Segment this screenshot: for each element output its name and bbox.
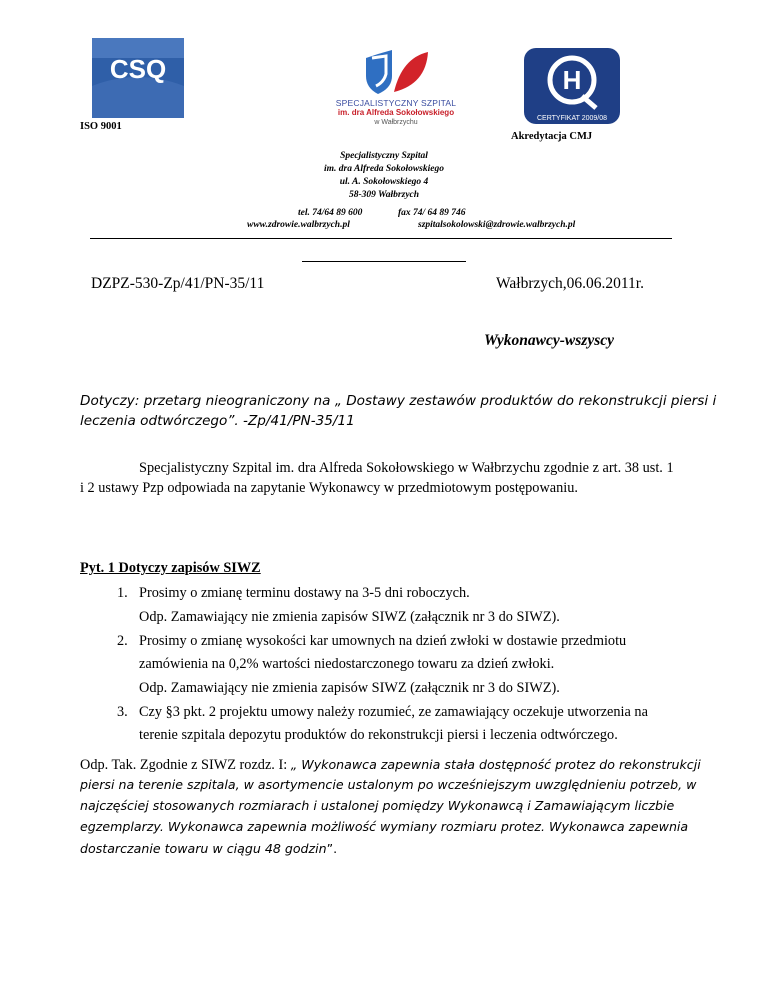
hospital-emblem-icon	[356, 48, 436, 98]
reference-number: DZPZ-530-Zp/41/PN-35/11	[91, 275, 265, 292]
final-answer-line3: najczęściej stosowanych rozmiarach i ustalonej pomiędzy Wykonawcą i Zamawiającym liczbie	[80, 798, 675, 813]
addressee: Wykonawcy-wszyscy	[484, 332, 615, 349]
final-answer-end: ”.	[326, 841, 338, 856]
contact-www[interactable]: www.zdrowie.walbrzych.pl	[247, 220, 350, 230]
final-answer-line5	[80, 840, 337, 858]
place-date: Wałbrzych,06.06.2011r.	[496, 275, 644, 292]
iso-label: ISO 9001	[80, 121, 122, 132]
cmj-logo-text: CERTYFIKAT 2009/08	[536, 115, 608, 122]
csq-logo	[92, 38, 184, 118]
item-2-answer: Odp. Zamawiający nie zmienia zapisów SIWZ (załącznik nr 3 do SIWZ).	[139, 680, 560, 696]
item-2-line2: zamówienia na 0,2% wartości niedostarczonego towaru za dzień zwłoki.	[139, 656, 555, 672]
final-answer-line2: piersi na terenie szpitala, w asortymencie ustalonym po wcześniejszym uwzględnieniu potrzeb, w	[80, 777, 697, 792]
hospital-logo-line1: SPECJALISTYCZNY SZPITAL	[335, 98, 457, 108]
final-answer-quote-start: „ Wykonawca zapewnia stała dostępność protez do rekonstrukcji	[290, 757, 701, 772]
header-divider	[90, 238, 672, 239]
item-1-answer: Odp. Zamawiający nie zmienia zapisów SIWZ (załącznik nr 3 do SIWZ).	[139, 609, 560, 625]
address-line1: Specjalistyczny Szpital	[340, 151, 428, 161]
item-2-line1: Prosimy o zmianę wysokości kar umownych na dzień zwłoki w dostawie przedmiotu	[139, 633, 627, 649]
subject	[80, 391, 716, 411]
subject-prefix: Dotyczy: przetarg nieograniczony na	[80, 393, 335, 409]
item-3-line2: terenie szpitala depozytu produktów do rekonstrukcji piersi i leczenia odtwórczego.	[139, 727, 618, 743]
subject-line2: leczenia odtwórczego”. -Zp/41/PN-35/11	[80, 413, 355, 429]
item-3-line1: Czy §3 pkt. 2 projektu umowy należy rozumieć, ze zamawiający oczekuje utworzenia na	[139, 704, 648, 720]
contact-email[interactable]: szpitalsokolowski@zdrowie.walbrzych.pl	[418, 220, 576, 230]
hospital-logo-line3: w Wałbrzychu	[374, 119, 418, 126]
cmj-certificate-logo	[524, 48, 620, 124]
item-1-number: 1.	[117, 585, 128, 601]
hospital-logo-line2: im. dra Alfreda Sokołowskiego	[337, 108, 455, 117]
item-2-number: 2.	[117, 633, 128, 649]
intro-line1: Specjalistyczny Szpital im. dra Alfreda Sokołowskiego w Wałbrzychu zgodnie z art. 38 ust. 1	[139, 460, 674, 476]
subject-line1: „ Dostawy zestawów produktów do rekonstrukcji piersi i	[334, 393, 717, 409]
address-line4: 58-309 Wałbrzych	[348, 190, 420, 200]
contact-tel: tel. 74/64 89 600	[298, 208, 363, 218]
final-answer-line5-text: dostarczanie towaru w ciągu 48 godzin	[80, 841, 327, 856]
intro-line2: i 2 ustawy Pzp odpowiada na zapytanie Wykonawcy w przedmiotowym postępowaniu.	[80, 480, 578, 496]
header-divider-short	[302, 261, 466, 262]
hospital-logo	[328, 48, 464, 126]
accreditation-label: Akredytacja CMJ	[511, 131, 593, 142]
csq-logo-text: CSQ	[109, 54, 167, 84]
svg-text:H: H	[562, 65, 582, 95]
item-3-number: 3.	[117, 704, 128, 720]
question-heading: Pyt. 1 Dotyczy zapisów SIWZ	[80, 560, 261, 576]
address-line3: ul. A. Sokołowskiego 4	[339, 177, 429, 187]
final-answer-prefix: Odp. Tak. Zgodnie z SIWZ rozdz. I:	[80, 757, 291, 773]
address-line2: im. dra Alfreda Sokołowskiego	[324, 164, 444, 174]
final-answer-line1	[80, 755, 701, 775]
final-answer-line4: egzemplarzy. Wykonawca zapewnia możliwość wymiany rozmiaru protez. Wykonawca zapewnia	[80, 819, 689, 834]
item-1-line1: Prosimy o zmianę terminu dostawy na 3-5 dni roboczych.	[139, 585, 470, 601]
contact-fax: fax 74/ 64 89 746	[398, 208, 466, 218]
